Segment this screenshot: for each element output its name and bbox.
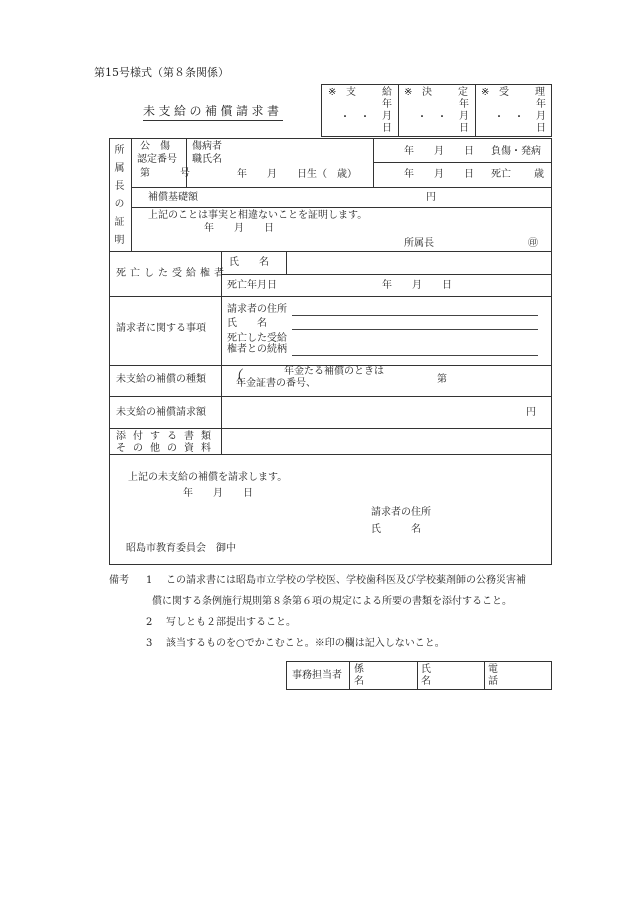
claimant-address-label: 請求者の住所	[227, 304, 287, 315]
claim-date: 年 月 日	[183, 488, 253, 499]
chief-seal: ㊞	[528, 238, 538, 249]
chief-label: 所属長	[404, 238, 434, 249]
claimant-label: 請求者に関する事項	[116, 323, 206, 334]
claimant-relation-label-1: 死亡した受給	[227, 333, 287, 344]
injury-label: 負傷・発病	[491, 146, 541, 157]
claim-statement: 上記の未支給の補償を請求します。	[128, 472, 288, 483]
remark-3-text: 該当するものを○でかこむこと。※印の欄は記入しないこと。	[166, 638, 445, 649]
type-note-2: 年金証書の番号、	[236, 378, 316, 389]
office-label: 事務担当者	[292, 670, 342, 681]
certification-date: 年 月 日	[204, 223, 274, 234]
claimant-name-label: 氏 名	[227, 318, 267, 329]
remarks-label: 備考	[109, 575, 129, 586]
amount-label: 未支給の補償請求額	[116, 407, 206, 418]
office-person-1: 氏	[421, 664, 431, 675]
remark-1-line-2: 償に関する条例施行規則第８条第６項の規定による所要の書類を添付すること。	[152, 596, 512, 607]
claimant-relation-line	[292, 355, 538, 356]
claimant-name-line	[292, 329, 538, 330]
patient-label: 傷病者	[192, 141, 222, 152]
injury-date: 年 月 日	[404, 146, 474, 157]
attachments-label-1: 添付する書類	[116, 431, 218, 442]
death-label: 死亡	[491, 169, 511, 180]
patient-title-label: 職氏名	[192, 154, 222, 165]
certification-side-label: 所属長の証明	[112, 144, 123, 252]
deceased-name-label: 氏 名	[229, 257, 269, 268]
office-section-2: 名	[354, 676, 364, 687]
office-phone-2: 話	[488, 676, 498, 687]
type-dai: 第	[437, 374, 447, 385]
claim-address-label: 請求者の住所	[371, 507, 431, 518]
office-person-2: 名	[421, 676, 431, 687]
deceased-death-date-label: 死亡年月日	[227, 280, 277, 291]
amount-yen: 円	[526, 407, 536, 418]
claimant-relation-label-2: 権者との続柄	[227, 344, 287, 355]
deceased-death-date: 年 月 日	[382, 280, 452, 291]
form-title: 未支給の補償請求書	[143, 105, 283, 121]
base-amount-yen: 円	[426, 192, 436, 203]
birth-date: 年 月 日生（ 歳）	[237, 169, 357, 180]
type-paren: （	[229, 367, 245, 385]
office-section-1: 係	[354, 664, 364, 675]
remark-1-line-1: この請求書には昭島市立学校の学校医、学校歯科医及び学校薬剤師の公務災害補	[166, 575, 526, 586]
death-age: 歳	[534, 169, 544, 180]
remark-2-num: 2	[146, 617, 153, 628]
base-amount-label: 補償基礎額	[148, 192, 198, 203]
remark-2-text: 写しとも２部提出すること。	[166, 617, 296, 628]
addressee: 昭島市教育委員会 御中	[126, 543, 236, 554]
death-date: 年 月 日	[404, 169, 474, 180]
claimant-address-line	[292, 315, 538, 316]
form-number: 第15号様式（第８条関係）	[94, 66, 229, 79]
type-label: 未支給の補償の種類	[116, 374, 206, 385]
attachments-label-2: その他の資料	[116, 443, 218, 454]
remark-1-num: 1	[146, 575, 153, 586]
certification-statement: 上記のことは事実と相違ないことを証明します。	[148, 210, 368, 221]
number-label: 第 号	[140, 168, 200, 179]
office-phone-1: 電	[488, 664, 498, 675]
remark-3-num: 3	[146, 638, 153, 649]
certification-number-label: 認定番号	[137, 154, 177, 165]
public-injury-label: 公 傷	[140, 141, 170, 152]
deceased-label: 死亡した受給権者	[116, 268, 228, 279]
claim-name-label: 氏 名	[371, 524, 421, 535]
type-note-1: 年金たる補償のときは	[284, 366, 384, 377]
